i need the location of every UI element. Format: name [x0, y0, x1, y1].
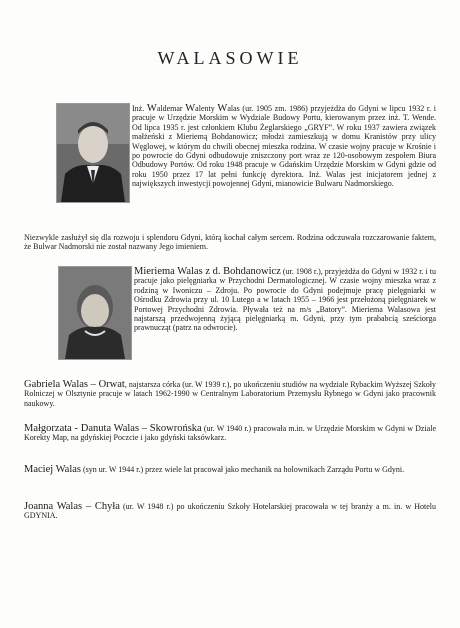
bio-waldemar-text: (ur. 1905 zm. 1986) przyjeżdża do Gdyni w lipcu 1932 r. i pracuje w Urzędzie Morskim w Wydziale Budowy Portu, kierowanym przez inż. T. Wende. Od lipca 1935 r. jest członkiem Klubu Żeglarskiego „GRYF”. W roku 1937 zawiera związek małżeński z Mieriemą Bohdanowicz; młodzi zamieszkują w domu Kranistów przy ulicy Węglowej, w którym do chwili obecnej mieszka rodzina. W czasie wojny pracuje w Krośnie i po powrocie do Gdyni odbudowuje zniszczony port wraz ze 120-osobowym zespołem Biura Odbudowy Portów. Od roku 1948 pracuje w Gdańskim Urzędzie Morskim w Gdyni gdzie od roku 1950 przez 17 lat pełni funkcję dyrektora. Inż. Walas jest inicjatorem jednej z największych inwestycji powojennej Gdyni, mianowicie Bulwaru Nadmorskiego.: [132, 104, 436, 189]
bio-malgorzata-text: (ur. W 1940 r.) pracowała m.in. w Urzędzie Morskim w Gdyni w Dziale Korekty Map, na gdyńskiej Poczcie i jako gdyński taksówkarz.: [24, 424, 436, 443]
name-maciej: Maciej Walas: [24, 464, 81, 475]
bio-gabriela-text: , najstarsza córka (ur. W 1939 r.), po ukończeniu studiów na wydziale Rybackim Wyższej Szkoły Rolniczej w Olsztynie pracuje w latach 1962-1990 w Centralnym Laboratorium Przemysłu Rybnego w Gdyni jako pracownik naukowy.: [24, 380, 436, 408]
section-waldemar: [132, 104, 436, 189]
section-joanna: [24, 502, 436, 521]
name-waldemar-initial-3: W: [217, 103, 228, 114]
name-waldemar-initial-2: W: [185, 103, 196, 114]
bio-waldemar-text-continued: Niezwykle zasłużył się dla rozwoju i splendoru Gdyni, którą kochał całym sercem. Rodzina odczuwała rozczarowanie faktem, że Bulwar Nadmorski nie został nazwany Jego imieniem.: [24, 233, 436, 252]
name-joanna: Joanna Walas – Chyła: [24, 501, 120, 512]
bio-maciej-text: (syn ur. W 1944 r.) przez wiele lat pracował jako mechanik na holownikach Zarządu Portu w Gdyni.: [80, 465, 405, 474]
name-waldemar-initial-1: W: [146, 103, 157, 114]
section-mieriema: [134, 267, 436, 333]
name-waldemar-prefix: Inż.: [132, 104, 147, 113]
portrait-photo-mieriema: [58, 266, 132, 360]
name-waldemar-part-3: alas: [227, 104, 240, 113]
section-maciej: [24, 465, 436, 474]
name-gabriela: Gabriela Walas – Orwat: [24, 379, 125, 390]
name-waldemar-part-2: alenty: [195, 104, 218, 113]
bio-joanna-text: (ur. W 1948 r.) po ukończeniu Szkoły Hotelarskiej pracowała w tej branży a m. in. w Hotelu GDYNIA.: [24, 502, 436, 521]
name-waldemar-part-1: aldemar: [156, 104, 186, 113]
bio-mieriema-text: (ur. 1908 r.), przyjeżdża do Gdyni w 1932 r. i tu pracuje jako pielęgniarka w Przychodni Dermatologicznej. W czasie wojny mieszka wraz z rodziną w Iwoniczu – Zdroju. Po powrocie do Gdyni podejmuje pracę pielęgniarki w Ośrodku Zdrowia przy ul. 10 Lutego a w latach 1955 – 1966 jest przełożoną pielęgniarek w Portowej Przychodni Zdrowia. Pływała też na m/s „Batory”. Mieriema Walasowa jest najstarszą przedwojenną żyjącą pielęgniarką m. Gdyni, przy tym prababcią sześciorga prawnucząt (patrz na odwrocie).: [134, 267, 437, 333]
page-title: WALASOWIE: [157, 48, 303, 68]
section-gabriela: [24, 380, 436, 408]
portrait-waldemar-image: [57, 104, 129, 202]
section-waldemar-continued: [24, 233, 436, 252]
portrait-photo-waldemar: [56, 103, 130, 203]
name-mieriema: Mieriema Walas z d. Bohdanowicz: [134, 266, 281, 277]
name-malgorzata: Małgorzata - Danuta Walas – Skowrońska: [24, 423, 202, 434]
section-malgorzata: [24, 424, 436, 443]
portrait-mieriema-image: [59, 267, 131, 359]
